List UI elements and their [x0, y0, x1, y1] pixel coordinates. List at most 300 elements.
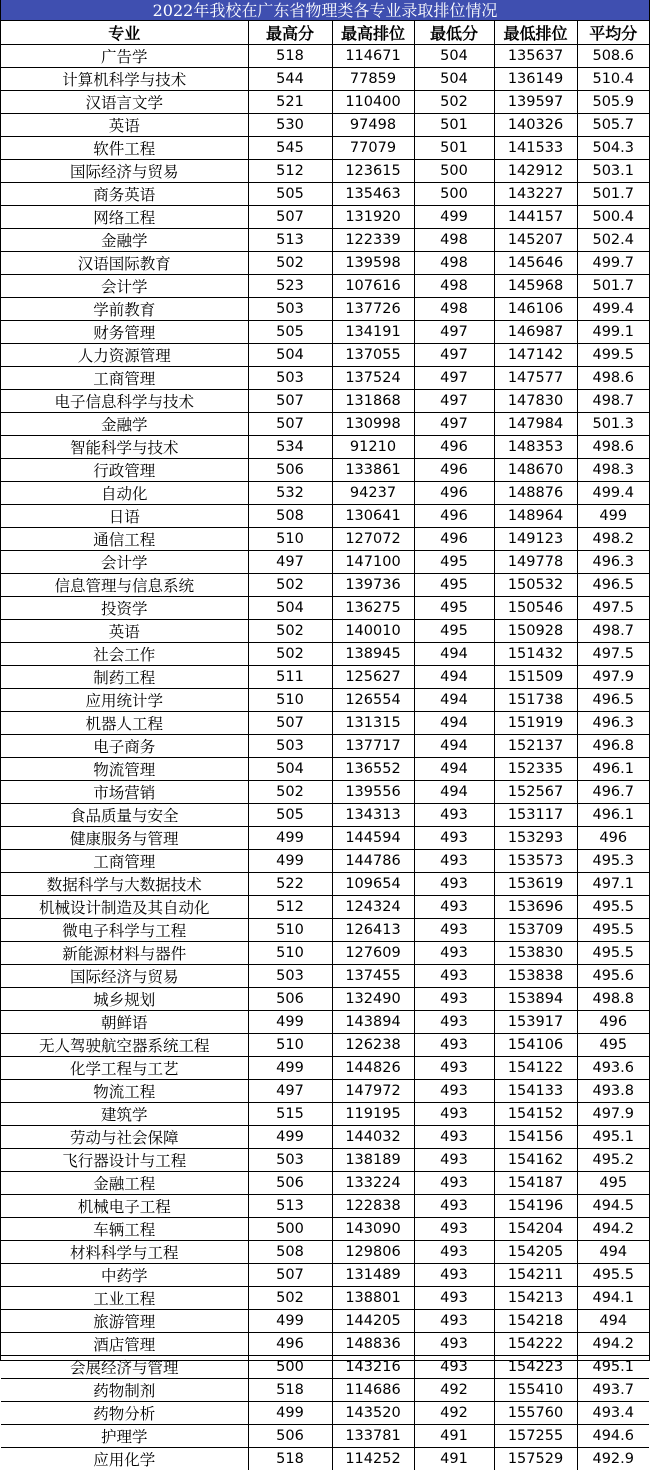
min-rank-cell: 148964	[494, 505, 577, 528]
max-score-cell: 505	[248, 183, 332, 206]
table-row	[1, 413, 649, 436]
max-rank-cell: 138189	[332, 1149, 414, 1172]
major-cell: 电子信息科学与技术	[1, 390, 248, 413]
max-rank-cell: 77859	[332, 68, 414, 91]
min-rank-cell: 154223	[494, 1356, 577, 1379]
major-cell: 会计学	[1, 275, 248, 298]
max-rank-cell: 139598	[332, 252, 414, 275]
min-score-cell: 504	[414, 68, 494, 91]
min-rank-cell: 153573	[494, 850, 577, 873]
max-rank-cell: 143520	[332, 1402, 414, 1425]
major-cell: 旅游管理	[1, 1310, 248, 1333]
max-rank-cell: 147100	[332, 551, 414, 574]
major-cell: 化学工程与工艺	[1, 1057, 248, 1080]
max-score-cell: 512	[248, 896, 332, 919]
max-score-cell: 507	[248, 413, 332, 436]
min-score-cell: 497	[414, 321, 494, 344]
max-score-cell: 544	[248, 68, 332, 91]
major-cell: 劳动与社会保障	[1, 1126, 248, 1149]
max-score-cell: 499	[248, 850, 332, 873]
table-row	[1, 275, 649, 298]
major-cell: 行政管理	[1, 459, 248, 482]
min-score-cell: 494	[414, 689, 494, 712]
min-score-cell: 501	[414, 137, 494, 160]
table-row	[1, 1264, 649, 1287]
max-score-cell: 499	[248, 1402, 332, 1425]
major-cell: 会展经济与管理	[1, 1356, 248, 1379]
table-row	[1, 850, 649, 873]
min-score-cell: 493	[414, 1172, 494, 1195]
max-score-cell: 521	[248, 91, 332, 114]
min-score-cell: 494	[414, 758, 494, 781]
table-row	[1, 574, 649, 597]
major-cell: 数据科学与大数据技术	[1, 873, 248, 896]
min-rank-cell: 150928	[494, 620, 577, 643]
min-score-cell: 500	[414, 160, 494, 183]
min-score-cell: 493	[414, 1333, 494, 1356]
avg-score-cell: 496.1	[577, 758, 649, 781]
major-cell: 材料科学与工程	[1, 1241, 248, 1264]
max-rank-cell: 144786	[332, 850, 414, 873]
avg-score-cell: 496.3	[577, 712, 649, 735]
avg-score-cell: 503.1	[577, 160, 649, 183]
max-rank-cell: 133781	[332, 1425, 414, 1448]
avg-score-cell: 494.1	[577, 1287, 649, 1310]
min-score-cell: 497	[414, 390, 494, 413]
major-cell: 工商管理	[1, 850, 248, 873]
min-rank-cell: 155760	[494, 1402, 577, 1425]
avg-score-cell: 499.1	[577, 321, 649, 344]
avg-score-cell: 496.5	[577, 574, 649, 597]
min-rank-cell: 154218	[494, 1310, 577, 1333]
major-cell: 金融学	[1, 413, 248, 436]
max-score-cell: 500	[248, 1356, 332, 1379]
min-rank-cell: 147142	[494, 344, 577, 367]
ranking-table	[1, 21, 649, 1470]
min-rank-cell: 145646	[494, 252, 577, 275]
max-rank-cell: 137055	[332, 344, 414, 367]
max-rank-cell: 124324	[332, 896, 414, 919]
max-score-cell: 502	[248, 620, 332, 643]
major-cell: 自动化	[1, 482, 248, 505]
header-max-score: 最高分	[248, 21, 332, 45]
max-score-cell: 507	[248, 1264, 332, 1287]
min-rank-cell: 151738	[494, 689, 577, 712]
avg-score-cell: 499.4	[577, 298, 649, 321]
max-rank-cell: 122339	[332, 229, 414, 252]
min-rank-cell: 154222	[494, 1333, 577, 1356]
major-cell: 计算机科学与技术	[1, 68, 248, 91]
max-score-cell: 518	[248, 1379, 332, 1402]
table-row	[1, 1034, 649, 1057]
max-score-cell: 503	[248, 367, 332, 390]
avg-score-cell: 498.2	[577, 528, 649, 551]
max-rank-cell: 140010	[332, 620, 414, 643]
max-rank-cell: 110400	[332, 91, 414, 114]
max-score-cell: 510	[248, 919, 332, 942]
avg-score-cell: 494	[577, 1241, 649, 1264]
max-rank-cell: 122838	[332, 1195, 414, 1218]
avg-score-cell: 496.3	[577, 551, 649, 574]
min-rank-cell: 152335	[494, 758, 577, 781]
avg-score-cell: 495.2	[577, 1149, 649, 1172]
major-cell: 物流管理	[1, 758, 248, 781]
table-row	[1, 873, 649, 896]
min-rank-cell: 148353	[494, 436, 577, 459]
min-score-cell: 499	[414, 206, 494, 229]
min-score-cell: 494	[414, 781, 494, 804]
max-score-cell: 545	[248, 137, 332, 160]
min-score-cell: 493	[414, 1356, 494, 1379]
min-score-cell: 495	[414, 574, 494, 597]
major-cell: 网络工程	[1, 206, 248, 229]
min-rank-cell: 150546	[494, 597, 577, 620]
min-rank-cell: 145207	[494, 229, 577, 252]
major-cell: 广告学	[1, 45, 248, 68]
major-cell: 物流工程	[1, 1080, 248, 1103]
min-score-cell: 492	[414, 1379, 494, 1402]
major-cell: 智能科学与技术	[1, 436, 248, 459]
max-score-cell: 513	[248, 1195, 332, 1218]
major-cell: 学前教育	[1, 298, 248, 321]
max-rank-cell: 144826	[332, 1057, 414, 1080]
max-rank-cell: 77079	[332, 137, 414, 160]
max-rank-cell: 143894	[332, 1011, 414, 1034]
table-row	[1, 781, 649, 804]
min-score-cell: 497	[414, 413, 494, 436]
avg-score-cell: 510.4	[577, 68, 649, 91]
max-rank-cell: 144032	[332, 1126, 414, 1149]
table-row	[1, 436, 649, 459]
min-score-cell: 496	[414, 482, 494, 505]
table-row	[1, 1218, 649, 1241]
table-row	[1, 1195, 649, 1218]
table-row	[1, 137, 649, 160]
min-score-cell: 493	[414, 1218, 494, 1241]
min-rank-cell: 153696	[494, 896, 577, 919]
table-row	[1, 1172, 649, 1195]
max-score-cell: 503	[248, 1149, 332, 1172]
table-row	[1, 919, 649, 942]
max-score-cell: 510	[248, 1034, 332, 1057]
table-row	[1, 896, 649, 919]
major-cell: 飞行器设计与工程	[1, 1149, 248, 1172]
table-row	[1, 91, 649, 114]
avg-score-cell: 498.8	[577, 988, 649, 1011]
table-row	[1, 505, 649, 528]
max-rank-cell: 114252	[332, 1448, 414, 1470]
max-score-cell: 502	[248, 781, 332, 804]
avg-score-cell: 499.5	[577, 344, 649, 367]
min-rank-cell: 153838	[494, 965, 577, 988]
min-score-cell: 492	[414, 1402, 494, 1425]
max-rank-cell: 114686	[332, 1379, 414, 1402]
max-rank-cell: 133224	[332, 1172, 414, 1195]
max-score-cell: 500	[248, 1218, 332, 1241]
max-rank-cell: 123615	[332, 160, 414, 183]
max-rank-cell: 94237	[332, 482, 414, 505]
max-score-cell: 534	[248, 436, 332, 459]
header-major: 专业	[1, 21, 248, 45]
max-score-cell: 508	[248, 1241, 332, 1264]
max-score-cell: 503	[248, 298, 332, 321]
max-score-cell: 504	[248, 758, 332, 781]
major-cell: 财务管理	[1, 321, 248, 344]
table-row	[1, 965, 649, 988]
avg-score-cell: 495.5	[577, 896, 649, 919]
max-score-cell: 499	[248, 1057, 332, 1080]
min-rank-cell: 148876	[494, 482, 577, 505]
major-cell: 国际经济与贸易	[1, 965, 248, 988]
max-rank-cell: 97498	[332, 114, 414, 137]
min-score-cell: 495	[414, 551, 494, 574]
max-score-cell: 513	[248, 229, 332, 252]
max-score-cell: 510	[248, 528, 332, 551]
avg-score-cell: 496.5	[577, 689, 649, 712]
major-cell: 建筑学	[1, 1103, 248, 1126]
major-cell: 英语	[1, 620, 248, 643]
max-score-cell: 506	[248, 459, 332, 482]
max-score-cell: 502	[248, 1287, 332, 1310]
major-cell: 汉语国际教育	[1, 252, 248, 275]
max-rank-cell: 134313	[332, 804, 414, 827]
min-score-cell: 497	[414, 367, 494, 390]
min-score-cell: 493	[414, 942, 494, 965]
major-cell: 药物制剂	[1, 1379, 248, 1402]
major-cell: 社会工作	[1, 643, 248, 666]
major-cell: 护理学	[1, 1425, 248, 1448]
min-rank-cell: 146987	[494, 321, 577, 344]
min-score-cell: 493	[414, 1195, 494, 1218]
max-score-cell: 499	[248, 1011, 332, 1034]
avg-score-cell: 494.2	[577, 1218, 649, 1241]
major-cell: 信息管理与信息系统	[1, 574, 248, 597]
avg-score-cell: 493.6	[577, 1057, 649, 1080]
max-rank-cell: 126413	[332, 919, 414, 942]
table-row	[1, 321, 649, 344]
avg-score-cell: 498.6	[577, 436, 649, 459]
min-score-cell: 494	[414, 643, 494, 666]
max-rank-cell: 136275	[332, 597, 414, 620]
table-row	[1, 1080, 649, 1103]
max-rank-cell: 114671	[332, 45, 414, 68]
min-score-cell: 493	[414, 988, 494, 1011]
max-rank-cell: 129806	[332, 1241, 414, 1264]
table-row	[1, 482, 649, 505]
min-rank-cell: 136149	[494, 68, 577, 91]
max-score-cell: 518	[248, 45, 332, 68]
avg-score-cell: 495	[577, 1172, 649, 1195]
min-rank-cell: 144157	[494, 206, 577, 229]
min-rank-cell: 147577	[494, 367, 577, 390]
table-row	[1, 1333, 649, 1356]
max-rank-cell: 136552	[332, 758, 414, 781]
max-rank-cell: 139736	[332, 574, 414, 597]
max-rank-cell: 107616	[332, 275, 414, 298]
major-cell: 车辆工程	[1, 1218, 248, 1241]
major-cell: 中药学	[1, 1264, 248, 1287]
max-rank-cell: 137455	[332, 965, 414, 988]
avg-score-cell: 502.4	[577, 229, 649, 252]
avg-score-cell: 493.8	[577, 1080, 649, 1103]
min-score-cell: 497	[414, 344, 494, 367]
min-rank-cell: 154213	[494, 1287, 577, 1310]
min-score-cell: 502	[414, 91, 494, 114]
table-row	[1, 735, 649, 758]
min-score-cell: 496	[414, 459, 494, 482]
avg-score-cell: 493.7	[577, 1379, 649, 1402]
max-rank-cell: 109654	[332, 873, 414, 896]
header-min-score: 最低分	[414, 21, 494, 45]
major-cell: 电子商务	[1, 735, 248, 758]
max-rank-cell: 130998	[332, 413, 414, 436]
major-cell: 国际经济与贸易	[1, 160, 248, 183]
avg-score-cell: 496	[577, 1011, 649, 1034]
major-cell: 微电子科学与工程	[1, 919, 248, 942]
min-score-cell: 494	[414, 666, 494, 689]
major-cell: 机器人工程	[1, 712, 248, 735]
avg-score-cell: 496.1	[577, 804, 649, 827]
header-min-rank: 最低排位	[494, 21, 577, 45]
max-score-cell: 507	[248, 712, 332, 735]
min-rank-cell: 146106	[494, 298, 577, 321]
max-rank-cell: 131920	[332, 206, 414, 229]
min-rank-cell: 153709	[494, 919, 577, 942]
table-row	[1, 1241, 649, 1264]
table-row	[1, 1448, 649, 1470]
table-row	[1, 1057, 649, 1080]
min-score-cell: 493	[414, 1103, 494, 1126]
header-row	[1, 21, 649, 45]
min-rank-cell: 154211	[494, 1264, 577, 1287]
min-rank-cell: 153117	[494, 804, 577, 827]
max-score-cell: 506	[248, 1172, 332, 1195]
major-cell: 无人驾驶航空器系统工程	[1, 1034, 248, 1057]
min-score-cell: 493	[414, 1057, 494, 1080]
max-rank-cell: 147972	[332, 1080, 414, 1103]
avg-score-cell: 498.7	[577, 620, 649, 643]
table-row	[1, 114, 649, 137]
min-rank-cell: 147830	[494, 390, 577, 413]
min-rank-cell: 143227	[494, 183, 577, 206]
avg-score-cell: 505.9	[577, 91, 649, 114]
avg-score-cell: 497.9	[577, 666, 649, 689]
table-row	[1, 390, 649, 413]
avg-score-cell: 494.6	[577, 1425, 649, 1448]
min-score-cell: 495	[414, 620, 494, 643]
max-score-cell: 499	[248, 827, 332, 850]
avg-score-cell: 499	[577, 505, 649, 528]
max-rank-cell: 138801	[332, 1287, 414, 1310]
max-rank-cell: 130641	[332, 505, 414, 528]
sheet-title: 2022年我校在广东省物理类各专业录取排位情况	[1, 0, 649, 21]
min-score-cell: 491	[414, 1448, 494, 1470]
max-rank-cell: 126554	[332, 689, 414, 712]
min-score-cell: 493	[414, 1287, 494, 1310]
min-rank-cell: 154162	[494, 1149, 577, 1172]
table-row	[1, 942, 649, 965]
avg-score-cell: 495.5	[577, 1264, 649, 1287]
avg-score-cell: 505.7	[577, 114, 649, 137]
max-score-cell: 505	[248, 804, 332, 827]
max-rank-cell: 143216	[332, 1356, 414, 1379]
max-score-cell: 512	[248, 160, 332, 183]
major-cell: 机械设计制造及其自动化	[1, 896, 248, 919]
major-cell: 会计学	[1, 551, 248, 574]
avg-score-cell: 493.4	[577, 1402, 649, 1425]
min-rank-cell: 157529	[494, 1448, 577, 1470]
min-rank-cell: 135637	[494, 45, 577, 68]
avg-score-cell: 495.1	[577, 1356, 649, 1379]
avg-score-cell: 498.7	[577, 390, 649, 413]
major-cell: 金融工程	[1, 1172, 248, 1195]
min-rank-cell: 154133	[494, 1080, 577, 1103]
avg-score-cell: 496	[577, 827, 649, 850]
max-rank-cell: 132490	[332, 988, 414, 1011]
avg-score-cell: 504.3	[577, 137, 649, 160]
min-score-cell: 493	[414, 850, 494, 873]
min-score-cell: 498	[414, 229, 494, 252]
table-row	[1, 229, 649, 252]
min-rank-cell: 152567	[494, 781, 577, 804]
max-rank-cell: 135463	[332, 183, 414, 206]
min-rank-cell: 157255	[494, 1425, 577, 1448]
table-row	[1, 804, 649, 827]
avg-score-cell: 495.5	[577, 942, 649, 965]
table-row	[1, 1310, 649, 1333]
header-max-rank: 最高排位	[332, 21, 414, 45]
max-rank-cell: 137726	[332, 298, 414, 321]
major-cell: 商务英语	[1, 183, 248, 206]
avg-score-cell: 498.6	[577, 367, 649, 390]
table-row	[1, 1356, 649, 1379]
min-score-cell: 493	[414, 919, 494, 942]
table-row	[1, 827, 649, 850]
min-rank-cell: 154156	[494, 1126, 577, 1149]
major-cell: 酒店管理	[1, 1333, 248, 1356]
max-score-cell: 507	[248, 390, 332, 413]
max-score-cell: 510	[248, 689, 332, 712]
min-score-cell: 494	[414, 735, 494, 758]
avg-score-cell: 495	[577, 1034, 649, 1057]
major-cell: 食品质量与安全	[1, 804, 248, 827]
table-header	[1, 21, 649, 45]
min-rank-cell: 151509	[494, 666, 577, 689]
table-row	[1, 459, 649, 482]
min-rank-cell: 139597	[494, 91, 577, 114]
min-rank-cell: 154187	[494, 1172, 577, 1195]
max-score-cell: 499	[248, 1126, 332, 1149]
table-row	[1, 597, 649, 620]
avg-score-cell: 497.5	[577, 597, 649, 620]
avg-score-cell: 498.3	[577, 459, 649, 482]
max-score-cell: 515	[248, 1103, 332, 1126]
min-score-cell: 491	[414, 1425, 494, 1448]
major-cell: 机械电子工程	[1, 1195, 248, 1218]
max-score-cell: 499	[248, 1310, 332, 1333]
table-row	[1, 1287, 649, 1310]
avg-score-cell: 494.2	[577, 1333, 649, 1356]
max-score-cell: 497	[248, 551, 332, 574]
table-row	[1, 988, 649, 1011]
min-rank-cell: 150532	[494, 574, 577, 597]
max-score-cell: 506	[248, 988, 332, 1011]
major-cell: 日语	[1, 505, 248, 528]
min-score-cell: 498	[414, 275, 494, 298]
min-rank-cell: 153293	[494, 827, 577, 850]
major-cell: 投资学	[1, 597, 248, 620]
max-rank-cell: 137717	[332, 735, 414, 758]
